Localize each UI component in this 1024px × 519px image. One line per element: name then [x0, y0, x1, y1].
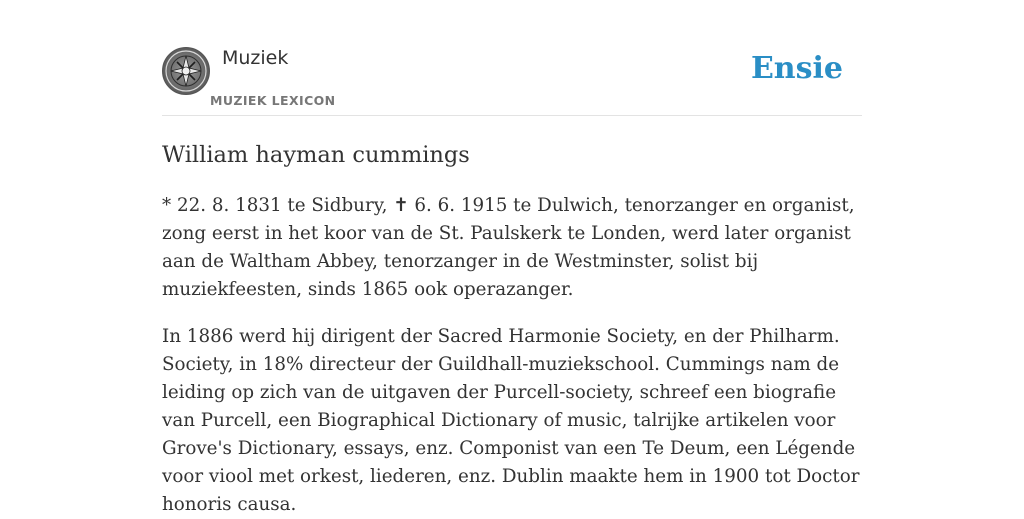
- article-paragraph: In 1886 werd hij dirigent der Sacred Harmonie Society, en der Philharm. Society, in 18% directeur der Guildhall-muziekschool. Cummings nam de leiding op zich van de uitgaven der Purcell-society, schreef een biografie van Purcell, een Biographical Dictionary of music, talrijke artikelen voor Grove's Dictionary, essays, enz. Componist van een Te Deum, een Légende voor viool met orkest, liederen, enz. Dublin maakte hem in 1900 tot Doctor honoris causa.: [162, 326, 860, 515]
- header: [162, 0, 862, 116]
- brand-name[interactable]: Muziek: [222, 47, 289, 69]
- article-title: William hayman cummings: [162, 142, 470, 168]
- brand-subtitle: MUZIEK LEXICON: [210, 93, 336, 108]
- page-container: [162, 0, 862, 515]
- music-emblem-icon[interactable]: [162, 47, 210, 95]
- site-logo[interactable]: Ensie: [750, 51, 843, 86]
- article-paragraph: * 22. 8. 1831 te Sidbury, ✝ 6. 6. 1915 te Dulwich, tenorzanger en organist, zong eerst in het koor van de St. Paulskerk te Londen, werd later organist aan de Waltham Abbey, tenorzanger in de Westminster, solist bij muziekfeesten, sinds 1865 ook operazanger.: [162, 195, 855, 300]
